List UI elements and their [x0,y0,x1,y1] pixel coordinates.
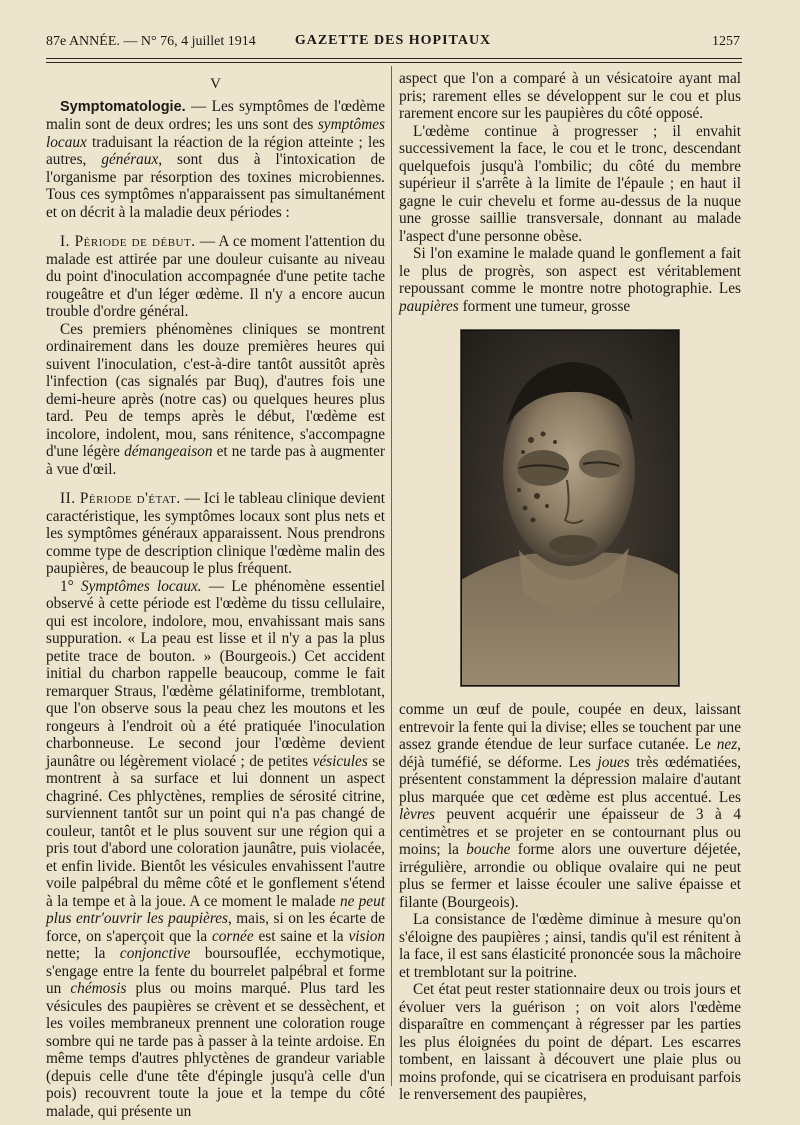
paragraph-continuation: aspect que l'on a comparé à un vésicatoire ayant mal pris; rarement elles se développent sur le cou et plus rarement encore sur les paupières du côté opposé. [399,70,741,122]
paragraph-examination: Si l'on examine le malade quand le gonflement a fait le plus de progrès, son aspect est véritablement repoussant comme le montre notre photographie. Les paupières forment une tumeur, grosse [399,245,741,315]
paragraph-local-symptoms: 1° Symptômes locaux. — Le phénomène essentiel observé à cette période est l'œdème du tissu cellulaire, qui est incolore, indolore, mou, envahissant mais sans suppuration. « La peau est lisse et il n'y a pas la plus petite trace de bouton. » (Bourgeois.) Cet accident initial du charbon rappelle beaucoup, comme le fait remarquer Straus, l'œdème gélatiniforme, tremblotant, que l'on observe sous la peau chez les moutons et les rongeurs à l'endroit où a été pratiquée l'inoculation charbonneuse. Le second jour l'œdème devient jaunâtre ou légèrement violacé ; de petites vésicules se montrent à sa surface et lui donnent un aspect chagriné. Ces phlyctènes, remplies de sérosité citrine, surviennent tantôt sur un point qui n'a pas changé de couleur, tantôt et le plus souvent sur une région qui a pris tout d'abord une coloration jaunâtre, puis violacée, et enfin livide. Bientôt les vésicules envahissent l'autre voile palpébral du même côté et le gonflement s'étend à la tempe et à la joue. A ce moment le malade ne peut plus entr'ouvrir les paupières, mais, si on les écarte de force, on s'aperçoit que la cornée est saine et la vision nette; la conjonctive boursouflée, ecchymotique, s'engage entre la fente du bourrelet palpébral et forme un chémosis plus ou moins marqué. Plus tard les vésicules des paupières se crèvent et se dessèchent, et les voiles membraneux prennent une coloration rouge sombre qui ne tarde pas à passer à la teinte ardoise. En même temps d'autres phlyctènes de grandeur variable (depuis celle d'une tête d'épingle jusqu'à celle d'un pois) recouvrent toute la joue et la tempe du côté malade, qui présente un [46,577,385,1120]
header-rule-bottom [46,62,742,63]
running-header [46,30,740,52]
column-separator [391,66,392,1086]
paragraph-oedema-progress: L'œdème continue à progresser ; il envahit successivement la face, le cou et le tronc, descendant quelquefois jusqu'à l'ombilic; du côté du membre supérieur il s'arrête à la limite de l'épaule ; en haut il gagne le cuir chevelu et forme au-dessus de la nuque une grosse saillie transversale, donnant au malade l'aspect d'une personne obèse. [399,122,741,245]
paragraph-eyelids-description: comme un œuf de poule, coupée en deux, laissant entrevoir la fente qui la divise; elles se touchent par une assez grande étendue de leur surface cutanée. Le nez, déjà tuméfié, se déforme. Les joues très œdématiées, présentent constamment la dépression malaire d'autant plus marquée que cet œdème est plus accentué. Les lèvres peuvent acquérir une épaisseur de 3 à 4 centimètres et se projeter en se contournant plus ou moins; la bouche forme alors une ouverture déjetée, irrégulière, arrondie ou oblique ovalaire qui ne peut plus se fermer et laisse écouler une salive épaisse et filante (Bourgeois). [399,701,741,911]
issue-info: 87e ANNÉE. — N° 76, 4 juillet 1914 [46,34,256,49]
symptom-heading: Symptomatologie. [60,98,186,115]
page-number: 1257 [712,34,740,49]
paragraph-consistency: La consistance de l'œdème diminue à mesure qu'on s'éloigne des paupières ; ainsi, tandis qu'il est rénitent à la face, il est sans élasticité prononcée sous la mâchoire et tremblotant sur la poitrine. [399,911,741,981]
paragraph-evolution: Cet état peut rester stationnaire deux ou trois jours et évoluer vers la guérison ; on voit alors l'œdème disparaître en commençant à régresser par les parties les plus éloignées du point de départ. Les escarres tombent, en laissant à découvert une plaie plus ou moins profonde, qui se cicatrisera en produisant parfois le renversement des paupières, [399,981,741,1103]
header-rule-top [46,58,742,59]
patient-photograph [460,329,680,687]
journal-title: GAZETTE DES HOPITAUX [294,33,492,48]
paragraph-period-debut: I. Période de début. — A ce moment l'attention du malade est attirée par une douleur cuisante au niveau du point d'inoculation accompagnée d'une petite tache rougeâtre et d'un léger œdème. Il n'y a encore aucun trouble d'ordre général. [46,233,386,320]
paragraph-first-phenomena: Ces premiers phénomènes cliniques se montrent ordinairement dans les douze premières heures qui suivent l'inoculation, c'est-à-dire tantôt aussitôt après l'infection (cas signalés par Buq), d'autres fois une demi-heure après (notre cas) ou quelques heures plus tard. Peu de temps après le début, l'œdème est incolore, indolent, mou, sans rénitence, s'accompagne d'une légère démangeaison et ne tarde pas à augmenter à vue d'œil. [46,320,385,478]
period1-label: I. Période de début. [60,233,196,250]
section-number: V [210,76,221,92]
paragraph-period-etat: II. Période d'état. — Ici le tableau clinique devient caractéristique, les symptômes locaux sont plus nets et les symptômes généraux apparaissent. Nous prendrons comme type de description clinique l'œdème malin des paupières, de beaucoup le plus fréquent. [46,490,385,577]
right-column [399,70,741,1104]
paragraph-symptomatology: Symptomatologie. — Les symptômes de l'œdème malin sont de deux ordres; les uns sont des symptômes locaux traduisant la réaction de la région atteinte ; les autres, généraux, sont dus à l'intoxication de l'organisme par résorption des toxines microbiennes. Tous ces symptômes n'apparaissent pas simultanément et on décrit à la maladie deux périodes : [46,97,385,221]
period2-label: II. Période d'état. [60,490,181,507]
left-column [46,70,385,1120]
